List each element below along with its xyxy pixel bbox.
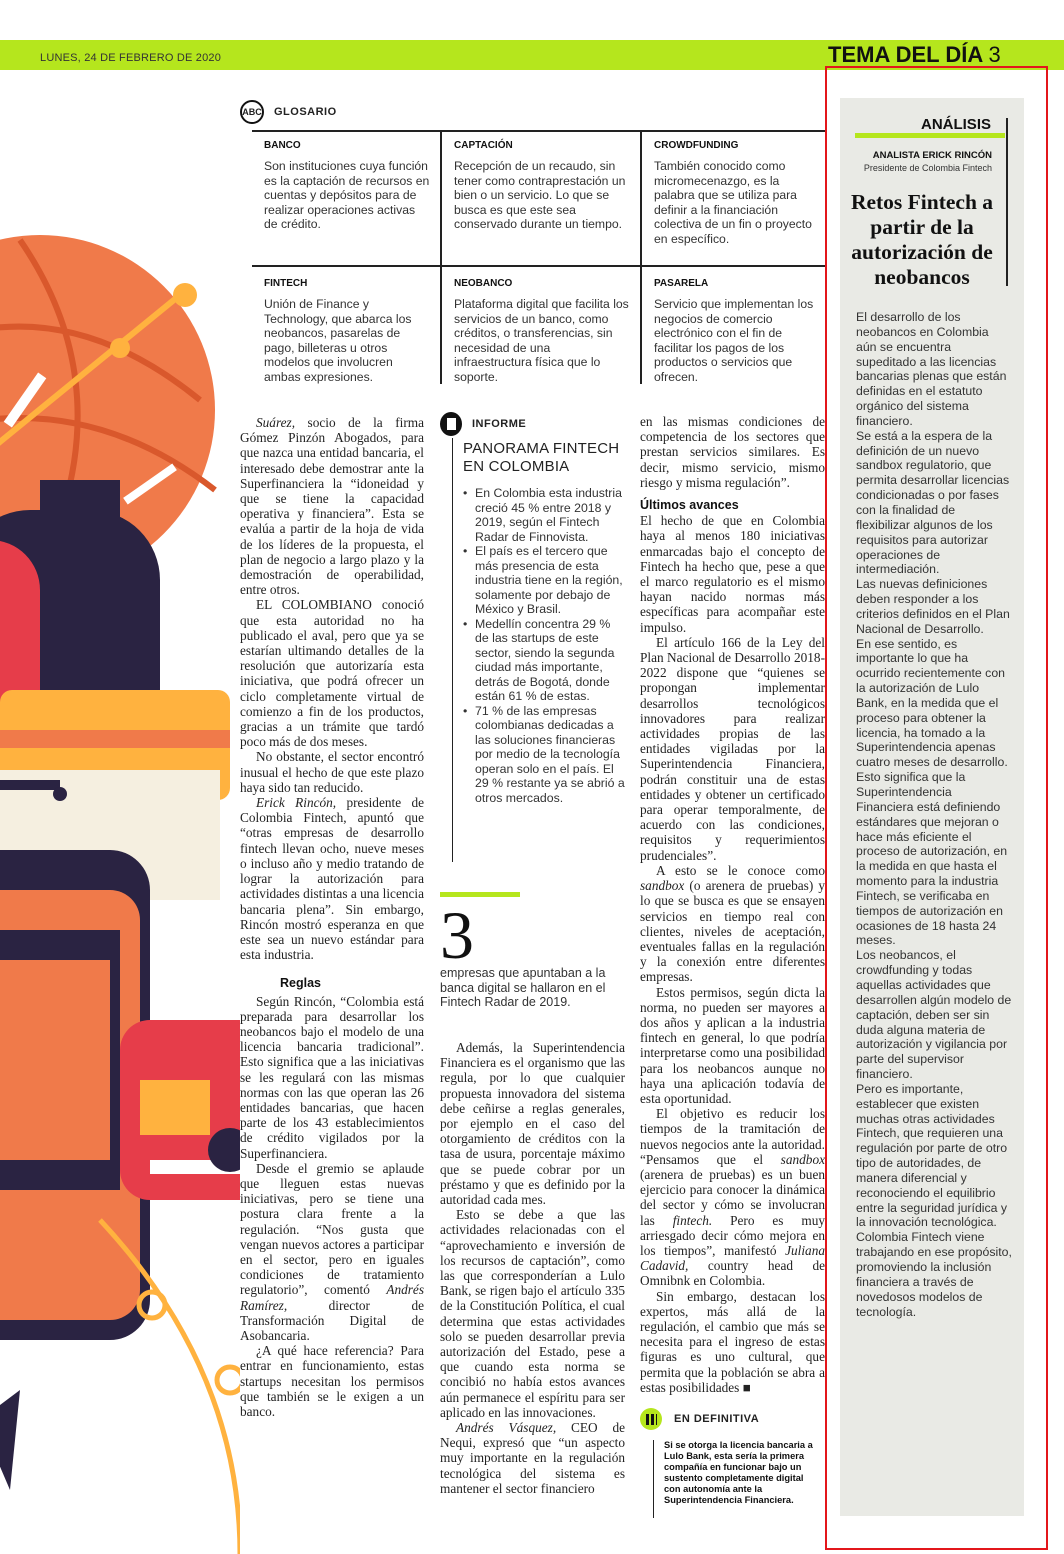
paragraph: Los neobancos, el crowdfunding y todas aquellas actividades que desarrollen algún modelo de captación, deben ser sin duda alguna materia de autorización y vigilancia por parte del supervisor financiero. <box>856 948 1012 1082</box>
glossary-header <box>240 100 337 124</box>
analysis-divider <box>1006 118 1008 286</box>
stat-caption: empresas que apuntaban a la banca digital se hallaron en el Fintech Radar de 2019. <box>440 966 606 1009</box>
paragraph: Andrés Vásquez, CEO de Nequi, expresó que “un aspecto muy importante en la regulación tecnológica del sistema es mantener el sector financiero <box>440 1420 626 1496</box>
list-item: • En Colombia esta industria creció 45 % entre 2018 y 2019, según el Fintech Radar de Finnovista. <box>463 486 627 544</box>
informe-label: INFORME <box>472 418 527 430</box>
stat-number: 3 <box>440 897 474 973</box>
subheading: Reglas <box>280 976 321 991</box>
paragraph: Pero es importante, establecer que existen muchas otras actividades <box>856 1081 995 1126</box>
glossary-term: FINTECH <box>264 278 308 289</box>
document-icon <box>440 412 462 436</box>
analysis-author-role: Presidente de Colombia Fintech <box>863 163 992 173</box>
article-column-3 <box>640 414 825 1395</box>
glossary-term: CROWDFUNDING <box>654 140 739 151</box>
glossary-definition: Servicio que implementan los negocios de comercio electrónico con el fin de facilitar los pagos de los productos o servicios que ofrecen. <box>654 297 814 384</box>
paragraph: Esto se debe a que las actividades relacionadas con el “aprovechamiento e inversión de los recursos de captación”, como las que corresponderían a Lulo Bank, se rigen bajo el artículo 335 de la Constitución Política, el cual determina que estas actividades solo se pueden desarrollar previa autorización del Estado, pese a que cuando esta norma se concibió no había estos avances aún permanece el espíritu para ser aplicado en las innovaciones. <box>440 1207 625 1420</box>
issue-date: LUNES, 24 DE FEBRERO DE 2020 <box>40 52 222 64</box>
informe-box <box>452 438 627 862</box>
glossary-definition: También conocido como micromecenazgo, es la palabra que se utiliza para definir a la financiación colectiva de un fin o proyecto en específico. <box>654 159 812 246</box>
informe-title: PANORAMA FINTECH EN COLOMBIA <box>463 440 620 475</box>
informe-header <box>440 412 526 436</box>
paragraph: Colombia Fintech viene trabajando en ese propósito, promoviendo la inclusión financiera a través de novedosos modelos de tecnología. <box>856 1230 1012 1319</box>
paragraph: en las mismas condiciones de competencia de los sectores que prestan servicios similares. Es decir, mismo servicio, mismo riesgo y misma regulación”. <box>640 414 825 490</box>
paragraph: Erick Rincón, presidente de Colombia Fintech, apuntó que “otras empresas de desarrollo fintech llevan ocho, nueve meses o incluso año y medio tratando de lograr la autorización para actividades distintas a una licencia bancaria plena”. Sin embargo, Rincón mostró esperanza en que este sea un nuevo estándar para esta industria. <box>240 795 424 963</box>
list-item: • El país es el tercero que más presencia de esta industria tiene en la región, solamente por debajo de México y Brasil. <box>463 544 627 617</box>
paragraph: A esto se le conoce como sandbox (o arenera de pruebas) y lo que se busca es que se ensayen servicios en tiempo real con clientes, niveles de aceptación, eventuales fallas en la regulación y la conexión entre diferentes empresas. <box>640 862 825 985</box>
glossary-item <box>252 270 440 385</box>
paragraph: Según Rincón, “Colombia está preparada para desarrollar los neobancos bajo el modelo de una licencia bancaria tradicional”. Esto significa que a las iniciativas se les regulará con las mismas normas con las que operan las 26 entidades bancarias, que hacen parte de los 43 establecimientos de crédito vigilados por la Superfinanciera. <box>240 993 424 1161</box>
page-number: 3 <box>988 42 1001 67</box>
paragraph: Sin embargo, destacan los expertos, más allá de la regulación, el cambio que más se necesita para el ingreso de estas figuras es uno cultural, que permita que la población se abra a estas posibilidades ■ <box>640 1288 825 1395</box>
list-item: • 71 % de las empresas colombianas dedicadas a las soluciones financieras por medio de la tecnología operan solo en el país. El 29 % restante ya se abrió a otros mercados. <box>463 704 627 806</box>
paragraph: Se está a la espera de la definición de un nuevo sandbox regulatorio, que permita desarrollar licencias condicionadas o por fases con la finalidad de flexibilizar algunos de los requisitos para autorizar operaciones de intermediación. <box>856 428 1010 577</box>
paragraph: Suárez, socio de la firma Gómez Pinzón Abogados, para que nazca una entidad bancaria, el interesado debe demostrar ante la Superfinanciera la “idoneidad y que se tiene la capacidad operativa y financiera”. Esta se evalúa a partir de la hoja de vida de los líderes de la propuesta, el plan de negocio a largo plazo y la demostración de operabilidad, entre otros. <box>240 415 424 598</box>
paragraph: El objetivo es reducir los tiempos de la tramitación de nuevos negocios ante la autoridad. “Pensamos que el sandbox (arenera de pruebas) es un buen ejercicio para conocer la dinámica del sector y cómo se involucran las fintech. Pero es muy arriesgado decir cómo mejora en los tiempos”, manifestó Juliana Cadavid, country head de Omnibnk en Colombia. <box>640 1106 825 1289</box>
paragraph: Esto significa que la Superintendencia Financiera está definiendo estándares que mejoran o hace más eficiente el proceso de autorización, en la medida en que hasta el momento para la industria Fintech, se verificaba en tiempos de autorización en ocasiones de 18 hasta 24 meses. <box>856 770 1008 948</box>
analysis-author: ANALISTA ERICK RINCÓN <box>872 150 992 161</box>
glossary-item <box>642 270 825 385</box>
paragraph: Además, la Superintendencia Financiera es el organismo que las regula, por lo que cualquier propuesta innovadora del sistema debe ceñirse a reglas generales, por ejemplo en el caso del otorgamiento de créditos con la tasa de usura, porcentaje máximo que se puede cobrar por un préstamo y que es definido por la autoridad cada mes. <box>440 1040 625 1208</box>
paragraph: El hecho de que en Colombia haya al menos 180 iniciativas enmarcadas bajo el concepto de Fintech ha hecho que, pese a que el marco regulatorio es el mismo hayan nacido normas más específicas para acompañar este impulso. <box>640 513 825 635</box>
glossary-grid <box>252 130 825 382</box>
analysis-accent-bar <box>855 133 1005 138</box>
paragraph: No obstante, el sector encontró inusual el hecho de que este plazo haya sido tan reducido. <box>240 749 424 795</box>
paragraph: Estos permisos, según dicta la norma, no pueden ser mayores a dos años y aplican a la industria fintech en general, lo que podría interpretarse como una posibilidad para los neobancos aunque no haya una aplicación todavía de esta oportunidad. <box>640 984 825 1106</box>
informe-list <box>453 476 627 805</box>
glossary-item <box>642 132 825 247</box>
paragraph: ¿A qué hace referencia? Para entrar en funcionamiento, estas startups necesitan los permisos que también se le exigen a un banco. <box>240 1343 424 1419</box>
glossary-term: NEOBANCO <box>454 278 513 289</box>
section-title: TEMA DEL DÍA 3 <box>828 42 1001 67</box>
glossary-definition: Plataforma digital que facilita los servicios de un banco, como créditos, o transferencias, sin necesidad de una infraestructura física que lo soporte. <box>454 297 629 384</box>
paragraph: El artículo 166 de la Ley del Plan Nacional de Desarrollo 2018-2022 dispone que “quienes se propongan implementar desarrollos tecnológicos innovadores para realizar actividades propias de las entidades vigiladas por la Superintendencia Financiera, podrán constituir una de estas entidades y obtener un certificado para operar temporalmente, de acuerdo con las condiciones, requisitos y requerimientos prudenciales”. <box>640 634 825 863</box>
fintech-illustration <box>0 70 240 1554</box>
analysis-title: Retos Fintech a partir de la autorización de neobancos <box>850 190 994 289</box>
glossary-definition: Son instituciones cuya función es la captación de recursos en cuentas y depósitos para de realizar operaciones activas de crédito. <box>264 159 430 232</box>
en-definitiva-label: EN DEFINITIVA <box>674 1413 760 1425</box>
en-definitiva-header <box>640 1408 759 1430</box>
glossary-term: BANCO <box>264 140 301 151</box>
glossary-term: CAPTACIÓN <box>454 140 513 151</box>
glossary-label: GLOSARIO <box>274 106 337 118</box>
abc-icon: ABC <box>240 100 264 124</box>
glossary-definition: Recepción de un recaudo, sin tener como contraprestación un bien o un servicio. Lo que se busca es que este sea conservado durante un tiempo. <box>454 159 626 232</box>
paragraph: EL COLOMBIANO conoció que esta autoridad no ha publicado el aval, pero que ya se estarían ultimando detalles de la resolución que autorizaría esta iniciativa, que podrá ofrecer un ciclo completamente virtual de comienzo a fin de los productos, gracias a un trámite que tardó poco más de dos meses. <box>240 597 424 750</box>
paragraph: Fintech, que requieren una regulación por parte de otro tipo de autoridades, de manera diferencial y reconociendo el equilibrio entre la seguridad jurídica y la innovación tecnológica. <box>856 1126 1008 1230</box>
glossary-term: PASARELA <box>654 278 709 289</box>
glossary-item <box>252 132 440 232</box>
qr-icon <box>640 1408 662 1430</box>
end-mark: ■ <box>742 1379 751 1395</box>
glossary-definition: Unión de Finance y Technology, que abarca los neobancos, pasarelas de pago, billeteras u otros modelos que involucren ambas expresiones. <box>264 297 412 384</box>
paragraph: Desde el gremio se aplaude que lleguen estas nuevas iniciativas, pero se tiene una postura clara frente a la regulación. “Nos gusta que vengan nuevos actores a participar en el sector, pero en iguales condiciones de tratamiento regulatorio”, comentó Andrés Ramírez, director de Transformación Digital de Asobancaria. <box>240 1160 424 1343</box>
analysis-body <box>856 310 1012 1319</box>
glossary-item <box>442 270 640 385</box>
article-column-1 <box>240 415 424 1419</box>
subheading: Últimos avances <box>640 498 739 513</box>
analysis-label: ANÁLISIS <box>920 116 991 133</box>
list-item: • Medellín concentra 29 % de las startups de este sector, siendo la segunda ciudad más importante, detrás de Bogotá, donde están 61 % de estas. <box>463 617 627 704</box>
paragraph: En ese sentido, es importante lo que ha ocurrido recientemente con la autorización de Lulo Bank, en la medida que el proceso para obtener la licencia, ha tomado a la Superintendencia apenas cuatro meses de desarrollo. <box>856 636 1008 770</box>
glossary-item <box>442 132 640 232</box>
article-column-2 <box>440 1040 625 1496</box>
paragraph: Las nuevas definiciones deben responder a los criterios definidos en el Plan Nacional de Desarrollo. <box>856 577 1010 636</box>
en-definitiva-text: Si se otorga la licencia bancaria a Lulo Bank, esta sería la primera compañía en funcionar bajo un sustento completamente digital con autonomía ante la Superintendencia Financiera. <box>653 1440 821 1518</box>
paragraph: El desarrollo de los neobancos en Colombia aún se encuentra supeditado a las licencias bancarias plenas que están definidas en el estatuto orgánico del sistema financiero. <box>856 310 1007 428</box>
